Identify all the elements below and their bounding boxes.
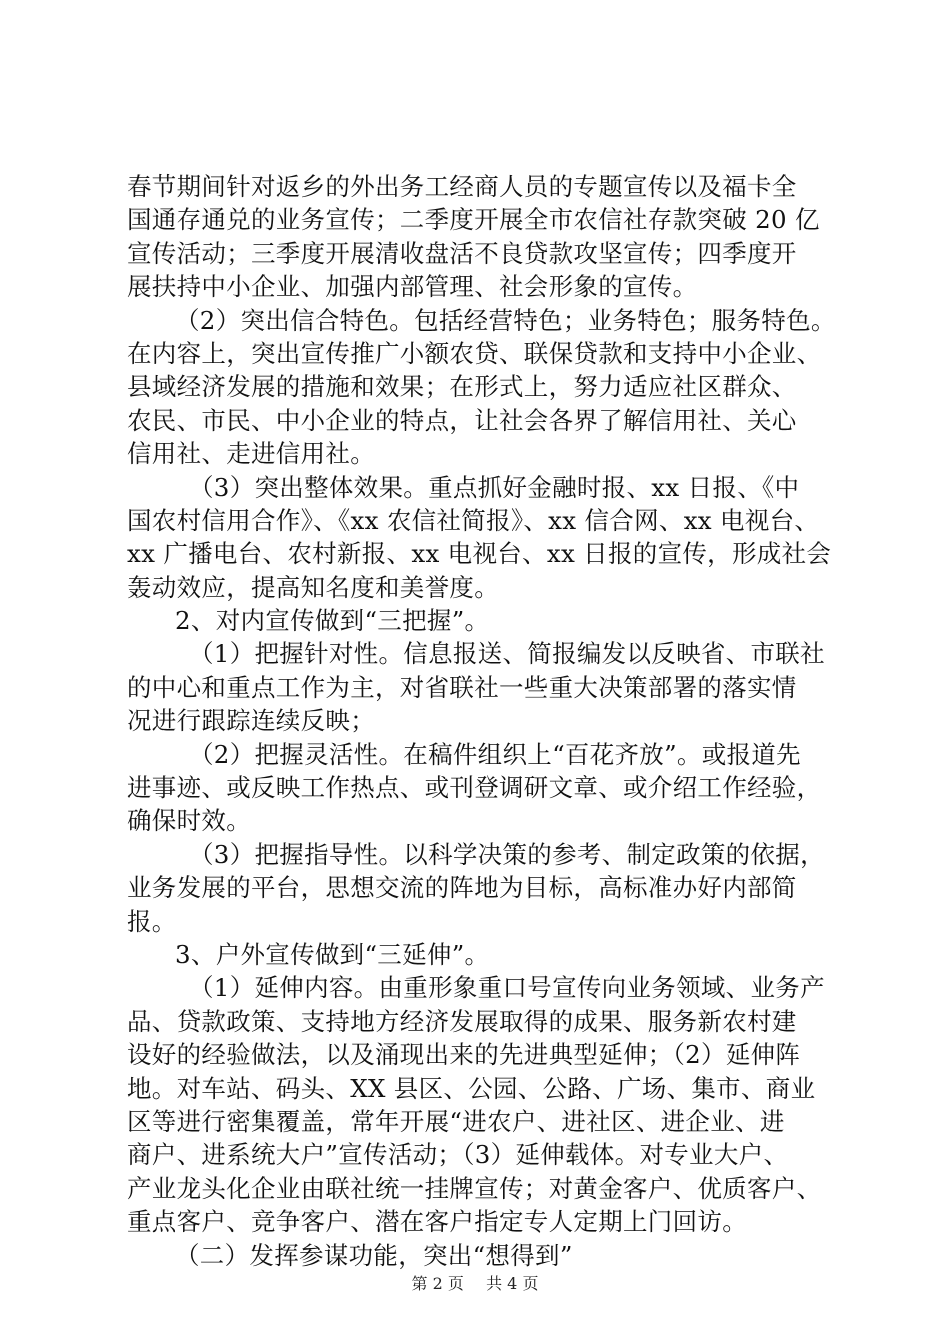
text-line: （1）把握针对性。信息报送、简报编发以反映省、市联社 xyxy=(189,639,825,669)
page-footer xyxy=(0,1271,950,1294)
section-heading: 2、对内宣传做到“三把握”。 xyxy=(175,606,490,636)
text-line: 确保时效。 xyxy=(127,806,251,836)
text-line: （1）延伸内容。由重形象重口号宣传向业务领域、业务产 xyxy=(189,973,825,1003)
page-total: 共 4 页 xyxy=(486,1274,539,1293)
text-line: 宣传活动；三季度开展清收盘活不良贷款攻坚宣传；四季度开 xyxy=(127,238,797,268)
text-line: 展扶持中小企业、加强内部管理、社会形象的宣传。 xyxy=(127,272,698,302)
text-line: 在内容上，突出宣传推广小额农贷、联保贷款和支持中小企业、 xyxy=(127,338,822,368)
text-line: 商户、进系统大户”宣传活动；（3）延伸载体。对专业大户、 xyxy=(127,1140,789,1170)
text-line: （2）突出信合特色。包括经营特色；业务特色；服务特色。 xyxy=(175,305,836,335)
text-line: 业务发展的平台，思想交流的阵地为目标，高标准办好内部简 xyxy=(127,873,797,903)
text-line: 农民、市民、中小企业的特点，让社会各界了解信用社、关心 xyxy=(127,405,797,435)
text-line: （3）把握指导性。以科学决策的参考、制定政策的依据， xyxy=(189,839,825,869)
section-heading: （二）发挥参谋功能，突出“想得到” xyxy=(175,1240,573,1270)
text-line: （3）突出整体效果。重点抓好金融时报、xx 日报、《中 xyxy=(189,472,800,502)
text-line: 况进行跟踪连续反映； xyxy=(127,706,375,736)
page-number: 第 2 页 xyxy=(411,1274,464,1293)
text-line: 国通存通兑的业务宣传；二季度开展全市农信社存款突破 20 亿 xyxy=(127,205,820,235)
text-line: 春节期间针对返乡的外出务工经商人员的专题宣传以及福卡全 xyxy=(127,172,797,201)
body-text xyxy=(127,170,847,1272)
text-line: （2）把握灵活性。在稿件组织上“百花齐放”。或报道先 xyxy=(189,739,801,769)
text-line: 的中心和重点工作为主，对省联社一些重大决策部署的落实情 xyxy=(127,672,797,702)
text-line: 重点客户、竞争客户、潜在客户指定专人定期上门回访。 xyxy=(127,1207,747,1237)
text-line: 区等进行密集覆盖，常年开展“进农户、进社区、进企业、进 xyxy=(127,1106,785,1136)
text-line: 地。对车站、码头、XX 县区、公园、公路、广场、集市、商业 xyxy=(127,1073,816,1103)
text-line: 轰动效应，提高知名度和美誉度。 xyxy=(127,572,499,602)
text-line: 报。 xyxy=(127,906,177,936)
section-heading: 3、户外宣传做到“三延伸”。 xyxy=(175,939,490,969)
text-line: 国农村信用合作》、《xx 农信社简报》、xx 信合网、xx 电视台、 xyxy=(127,505,820,535)
text-line: 进事迹、或反映工作热点、或刊登调研文章、或介绍工作经验， xyxy=(127,773,822,803)
text-line: 设好的经验做法，以及涌现出来的先进典型延伸；（2）延伸阵 xyxy=(127,1040,801,1070)
text-line: 品、贷款政策、支持地方经济发展取得的成果、服务新农村建 xyxy=(127,1006,797,1036)
text-line: 信用社、走进信用社。 xyxy=(127,439,375,469)
text-line: xx 广播电台、农村新报、xx 电视台、xx 日报的宣传，形成社会 xyxy=(127,539,832,569)
text-line: 产业龙头化企业由联社统一挂牌宣传；对黄金客户、优质客户、 xyxy=(127,1173,822,1203)
text-line: 县域经济发展的措施和效果；在形式上，努力适应社区群众、 xyxy=(127,372,797,402)
